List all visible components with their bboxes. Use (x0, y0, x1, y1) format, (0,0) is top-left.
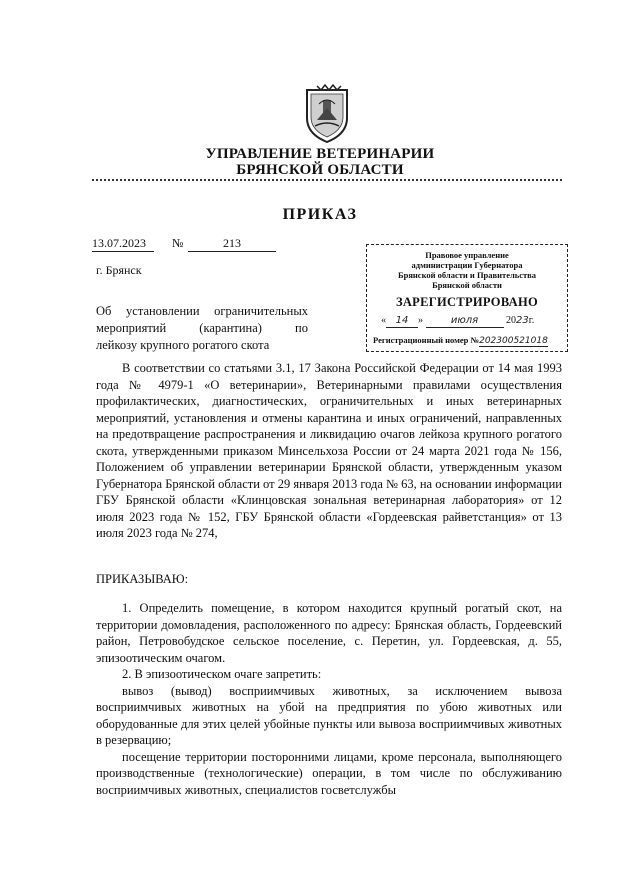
stamp-year-prefix: 20 (506, 315, 516, 326)
stamp-date-line: « 14 » июля 2023г. (381, 315, 535, 326)
org-name-line2: БРЯНСКОЙ ОБЛАСТИ (236, 162, 404, 178)
stamp-line-2: администрации Губернатора (411, 260, 523, 270)
subject-line-3: лейкозу крупного рогатого скота (96, 338, 270, 352)
order-item-2-clause-a: вывоз (вывод) восприимчивых животных, за исключением вывоза восприимчивых животных на убой на предприятия по убою животных или оборудованные для этих целей убойные пункты или вывоза восприимчивых животных в резервацию; (96, 683, 562, 747)
stamp-registered: ЗАРЕГИСТРИРОВАНО (395, 295, 539, 309)
document-date: 13.07.2023 (92, 236, 154, 252)
header-divider (92, 179, 562, 181)
subject-line-2: мероприятий (карантина) по (96, 321, 308, 335)
stamp-year-end: г. (528, 315, 535, 326)
stamp-line-1: Правовое управление (425, 250, 509, 260)
stamp-year-suffix: 23 (516, 315, 529, 326)
stamp-reg-number-label: Регистрационный номер № (373, 335, 480, 345)
document-title: ПРИКАЗ (282, 206, 358, 223)
document-number-label: № (172, 236, 184, 250)
registration-stamp (366, 244, 568, 352)
document-city: г. Брянск (96, 263, 142, 277)
stamp-month: июля (426, 316, 504, 328)
document-subject (96, 303, 308, 354)
stamp-day: 14 (386, 316, 418, 328)
order-item-2-clause-b: посещение территории посторонними лицами, кроме персонала, выполняющего производственные (технологические) операции, в том числе по обслуживанию восприимчивых животных, специалистов госветслужбы (96, 749, 562, 797)
coat-of-arms-icon (303, 84, 351, 144)
stamp-line-3: Брянской области и Правительства (397, 270, 537, 280)
preamble-paragraph: В соответствии со статьями 3.1, 17 Закона Российской Федерации от 14 мая 1993 года № 4979-1 «О ветеринарии», Ветеринарными правилами осуществления профилактических, диагностических, ограничительных и иных ветеринарных мероприятий, установления и отмены карантина и иных ограничений, направленных на предотвращение распространения и ликвидацию очагов лейкоза крупного рогатого скота, утвержденными приказом Минсельхоза России от 24 марта 2021 года № 156, Положением об управлении ветеринарии Брянской области, утвержденным указом Губернатора Брянской области от 29 января 2013 года № 63, на основании информации ГБУ Брянской области «Клинцовская зональная ветеринарная лаборатория» от 12 июля 2023 года № 152, ГБУ Брянской области «Гордеевская райветстанция» от 13 июля 2023 года № 274, (96, 361, 562, 540)
stamp-line-4: Брянской области (432, 280, 502, 290)
org-name-line1: УПРАВЛЕНИЕ ВЕТЕРИНАРИИ (205, 146, 435, 162)
stamp-reg-number: 202300521018 (479, 336, 548, 346)
order-item-1: 1. Определить помещение, в котором находится крупный рогатый скот, на территории домовладения, расположенного по адресу: Брянская область, Гордеевский район, Петровобудское сельское поселение, с. Перетин, ул. Гордеевская, д. 55, эпизоотическим очагом. (96, 601, 562, 665)
subject-line-1: Об установлении ограничительных (96, 304, 308, 318)
order-item-2-label: 2. В эпизоотическом очаге запретить: (122, 667, 322, 681)
document-number: 213 (188, 236, 276, 252)
order-item-2 (96, 666, 562, 798)
order-word: ПРИКАЗЫВАЮ: (96, 572, 189, 586)
stamp-reg-number-line (373, 335, 563, 347)
